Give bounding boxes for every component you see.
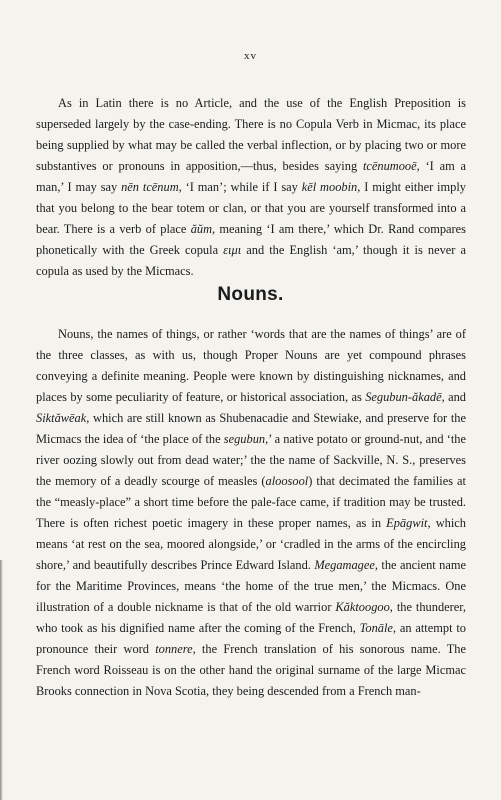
text-run: , an attempt to pronounce their word: [36, 621, 466, 656]
italic-term: Epāgwit: [386, 516, 428, 530]
italic-term: ăŭm: [190, 222, 213, 236]
page-edge-shadow: [0, 560, 3, 800]
text-run: , the thunderer, who took as his dignified name after the coming of the French,: [36, 600, 466, 635]
text-run: and the English ‘am,’ though it is never a copula as used by the Micmacs.: [36, 243, 466, 278]
italic-term: ειμι: [223, 243, 242, 257]
text-run: , which means ‘at rest on the sea, moored alongside,’ or ‘cradled in the arms of the encircling shore,’ and beautifully describes Prince Edward Island.: [36, 516, 466, 572]
italic-term: aloosool: [265, 474, 309, 488]
text-run: , I might either imply that you belong to the bear totem or clan, or that you are yourself transformed into a bear. There is a verb of place: [36, 180, 466, 236]
text-run: , and: [441, 390, 466, 404]
text-run: , the French translation of his sonorous name. The French word Roisseau is on the other hand the original surname of the large Micmac Brooks connection in Nova Scotia, they being descended from a French man-: [36, 642, 466, 698]
italic-term: tonnere: [155, 642, 193, 656]
text-run: As in Latin there is no Article, and the use of the English Preposition is superseded largely by the case-ending. There is no Copula Verb in Micmac, its place being supplied by what may be called the verbal inflection, or by placing two or more substantives or pronouns in apposition,—thus, besides saying: [36, 96, 466, 173]
italic-term: Kăktoogoo: [335, 600, 390, 614]
paragraph-articles-copula: [36, 93, 466, 282]
text-run: , meaning ‘I am there,’ which Dr. Rand compares phonetically with the Greek copula: [36, 222, 466, 257]
italic-term: Siktăwēak: [36, 411, 87, 425]
italic-term: Tonāle: [359, 621, 393, 635]
text-run: , which are still known as Shubenacadie and Stewiake, and preserve for the Micmacs the idea of ‘the place of the: [36, 411, 466, 446]
page-number: xv: [244, 50, 257, 62]
text-run: Nouns, the names of things, or rather ‘words that are the names of things’ are of the three classes, as with us, though Proper Nouns are yet compound phrases conveying a definite meaning. People were known by distinguishing nicknames, and places by some peculiarity of feature, or historical association, as: [36, 327, 466, 404]
italic-term: Megamagee: [314, 558, 375, 572]
italic-term: nēn tcēnum: [121, 180, 179, 194]
italic-term: kēl moobin: [301, 180, 358, 194]
text-run: , the ancient name for the Maritime Provinces, means ‘the home of the true men,’ the Micmacs. One illustration of a double nickname is that of the old warrior: [36, 558, 466, 614]
section-heading-nouns: Nouns.: [217, 284, 284, 305]
text-run: , ‘I am a man,’ I may say: [36, 159, 467, 194]
italic-term: segubun: [223, 432, 266, 446]
text-run: ) that decimated the families at the “measly-place” a short time before the pale-face came, if tradition may be trusted. There is often richest poetic imagery in these proper names, as in: [36, 474, 466, 530]
paragraph-nouns: [36, 324, 466, 702]
italic-term: tcēnumooē: [362, 159, 417, 173]
text-run: ,’ a native potato or ground-nut, and ‘the river oozing slowly out from dead water;’ the the name of Sackville, N. S., preserves the memory of a deadly scourge of measles (: [36, 432, 467, 488]
italic-term: Segubun-ăkadē: [365, 390, 442, 404]
text-run: , ‘I man’; while if I say: [178, 180, 302, 194]
